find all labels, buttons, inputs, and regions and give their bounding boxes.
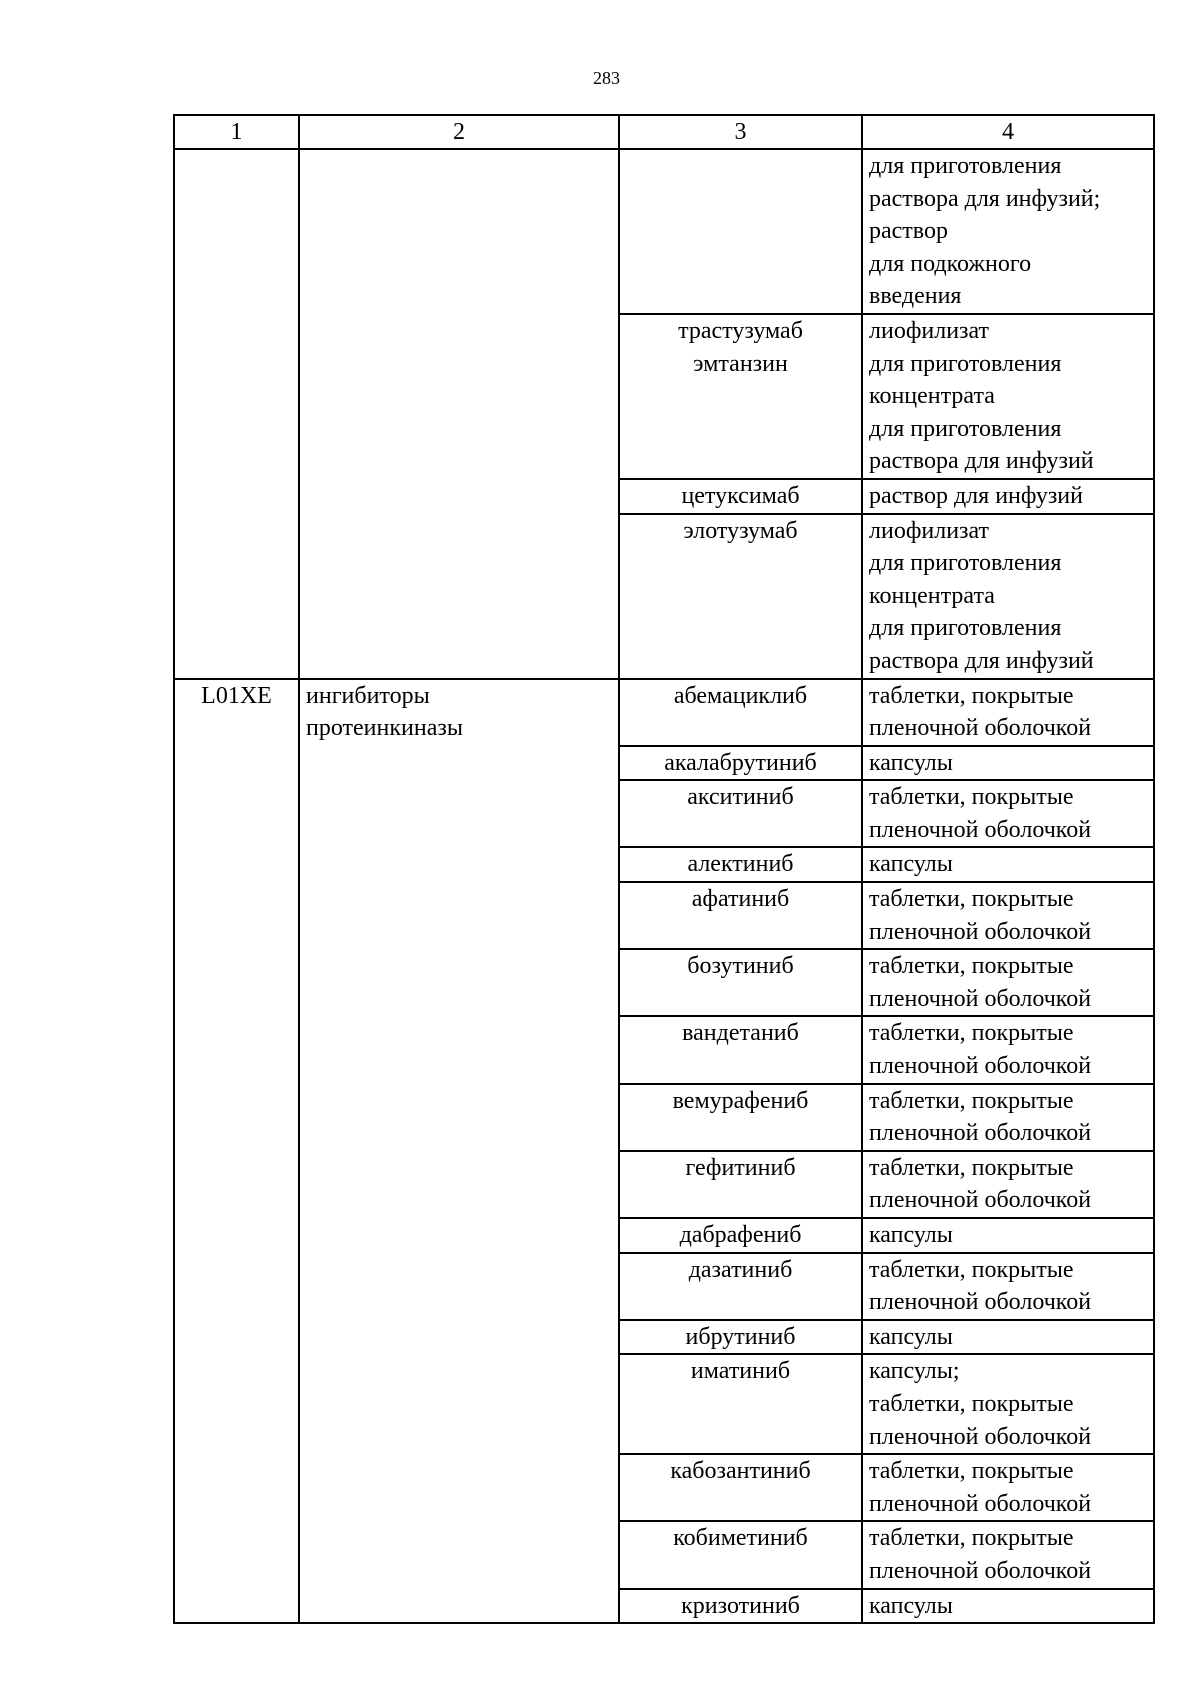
- dosage-form-line: лиофилизат: [869, 317, 990, 344]
- table-header-row: [174, 115, 1154, 149]
- dosage-form-line: пленочной оболочкой: [869, 1490, 1092, 1517]
- group-name-line: ингибиторы: [306, 682, 430, 709]
- dosage-form-cell: [862, 1589, 1154, 1624]
- dosage-form-cell: [862, 1151, 1154, 1218]
- dosage-form-line: для подкожного: [869, 250, 1032, 277]
- dosage-form-cell: [862, 746, 1154, 781]
- dosage-form-line: лиофилизат: [869, 517, 990, 544]
- dosage-form-line: таблетки, покрытые: [869, 886, 1074, 913]
- dosage-form-line: пленочной оболочкой: [869, 1053, 1092, 1080]
- dosage-form-line: капсулы: [869, 851, 953, 878]
- drug-cell: [619, 514, 862, 679]
- drug-name: ибрутиниб: [619, 1320, 862, 1355]
- dosage-form-line: раствор для инфузий: [869, 482, 1083, 509]
- dosage-form-line: для приготовления: [869, 550, 1062, 577]
- dosage-form-line: таблетки, покрытые: [869, 1256, 1074, 1283]
- drug-name: элотузумаб: [683, 517, 798, 544]
- drug-name: бозутиниб: [619, 949, 862, 1016]
- table-row: [174, 149, 1154, 314]
- dosage-form-line: для приготовления: [869, 350, 1062, 377]
- dosage-form-line: таблетки, покрытые: [869, 953, 1074, 980]
- dosage-form-cell: [862, 882, 1154, 949]
- dosage-form-cell: [862, 1454, 1154, 1521]
- group-name-line: протеинкиназы: [306, 715, 463, 742]
- dosage-form-line: капсулы: [869, 749, 953, 776]
- drug-name: вемурафениб: [619, 1084, 862, 1151]
- dosage-form-cell: [862, 1084, 1154, 1151]
- dosage-form-cell: [862, 314, 1154, 479]
- drug-cell: [619, 479, 862, 514]
- dosage-form-line: капсулы: [869, 1592, 953, 1619]
- dosage-form-cell: [862, 514, 1154, 679]
- column-header-4: 4: [862, 115, 1154, 149]
- dosage-form-line: таблетки, покрытые: [869, 1020, 1074, 1047]
- code-cell: [174, 149, 299, 679]
- dosage-form-line: таблетки, покрытые: [869, 1525, 1074, 1552]
- dosage-form-line: таблетки, покрытые: [869, 1390, 1074, 1417]
- drug-name: акситиниб: [619, 780, 862, 847]
- drug-name: дабрафениб: [619, 1218, 862, 1253]
- dosage-form-line: таблетки, покрытые: [869, 1154, 1074, 1181]
- drug-name: акалабрутиниб: [619, 746, 862, 781]
- dosage-form-cell: [862, 780, 1154, 847]
- dosage-form-cell: [862, 847, 1154, 882]
- dosage-form-line: раствора для инфузий: [869, 448, 1094, 475]
- drug-cell: [619, 149, 862, 314]
- dosage-form-cell: [862, 1253, 1154, 1320]
- dosage-form-line: пленочной оболочкой: [869, 918, 1092, 945]
- drug-name: кобиметиниб: [619, 1521, 862, 1588]
- drug-name: афатиниб: [619, 882, 862, 949]
- dosage-form-cell: [862, 1354, 1154, 1454]
- column-header-1: 1: [174, 115, 299, 149]
- dosage-form-cell: [862, 479, 1154, 514]
- dosage-form-line: пленочной оболочкой: [869, 816, 1092, 843]
- dosage-form-line: таблетки, покрытые: [869, 682, 1074, 709]
- dosage-form-line: для приготовления: [869, 615, 1062, 642]
- drug-name: абемациклиб: [619, 679, 862, 746]
- drug-name: эмтанзин: [693, 350, 788, 377]
- dosage-form-line: пленочной оболочкой: [869, 1557, 1092, 1584]
- dosage-form-line: для приготовления: [869, 153, 1062, 179]
- dosage-form-line: концентрата: [869, 582, 995, 609]
- dosage-form-line: таблетки, покрытые: [869, 1458, 1074, 1485]
- dosage-form-line: введения: [869, 283, 962, 310]
- dosage-form-line: таблетки, покрытые: [869, 1087, 1074, 1114]
- dosage-form-line: пленочной оболочкой: [869, 1423, 1092, 1450]
- drug-name: кризотиниб: [619, 1589, 862, 1624]
- dosage-form-line: раствора для инфузий;: [869, 185, 1101, 212]
- atc-code-cell: L01XE: [174, 679, 299, 1624]
- table-body: [174, 149, 1154, 1623]
- dosage-form-line: капсулы: [869, 1222, 953, 1248]
- column-header-3: 3: [619, 115, 862, 149]
- dosage-form-cell: [862, 1218, 1154, 1253]
- page-number: 283: [593, 68, 620, 88]
- dosage-form-line: раствора для инфузий: [869, 647, 1094, 674]
- dosage-form-line: пленочной оболочкой: [869, 1289, 1092, 1316]
- dosage-form-cell: [862, 949, 1154, 1016]
- column-header-2: 2: [299, 115, 619, 149]
- dosage-form-cell: [862, 1016, 1154, 1083]
- group-name-cell: [299, 149, 619, 679]
- drug-cell: [619, 314, 862, 479]
- medication-table: [173, 114, 1155, 1624]
- group-name-cell: [299, 679, 619, 1624]
- dosage-form-cell: [862, 679, 1154, 746]
- dosage-form-cell: [862, 1521, 1154, 1588]
- drug-name: кабозантиниб: [619, 1454, 862, 1521]
- drug-name: гефитиниб: [619, 1151, 862, 1218]
- dosage-form-line: капсулы: [869, 1323, 953, 1350]
- dosage-form-line: раствор: [869, 218, 948, 245]
- dosage-form-line: для приготовления: [869, 415, 1062, 442]
- dosage-form-line: таблетки, покрытые: [869, 784, 1074, 811]
- drug-name: цетуксимаб: [681, 482, 800, 509]
- dosage-form-line: пленочной оболочкой: [869, 1120, 1092, 1147]
- drug-name: трастузумаб: [678, 317, 803, 344]
- dosage-form-cell: [862, 149, 1154, 314]
- dosage-form-cell: [862, 1320, 1154, 1355]
- drug-name: вандетаниб: [619, 1016, 862, 1083]
- dosage-form-line: пленочной оболочкой: [869, 715, 1092, 742]
- table-row: [174, 679, 1154, 746]
- dosage-form-line: капсулы;: [869, 1358, 960, 1385]
- dosage-form-line: концентрата: [869, 383, 995, 410]
- drug-name: алектиниб: [619, 847, 862, 882]
- drug-name: иматиниб: [619, 1354, 862, 1454]
- dosage-form-line: пленочной оболочкой: [869, 1187, 1092, 1214]
- dosage-form-line: пленочной оболочкой: [869, 985, 1092, 1012]
- drug-name: дазатиниб: [619, 1253, 862, 1320]
